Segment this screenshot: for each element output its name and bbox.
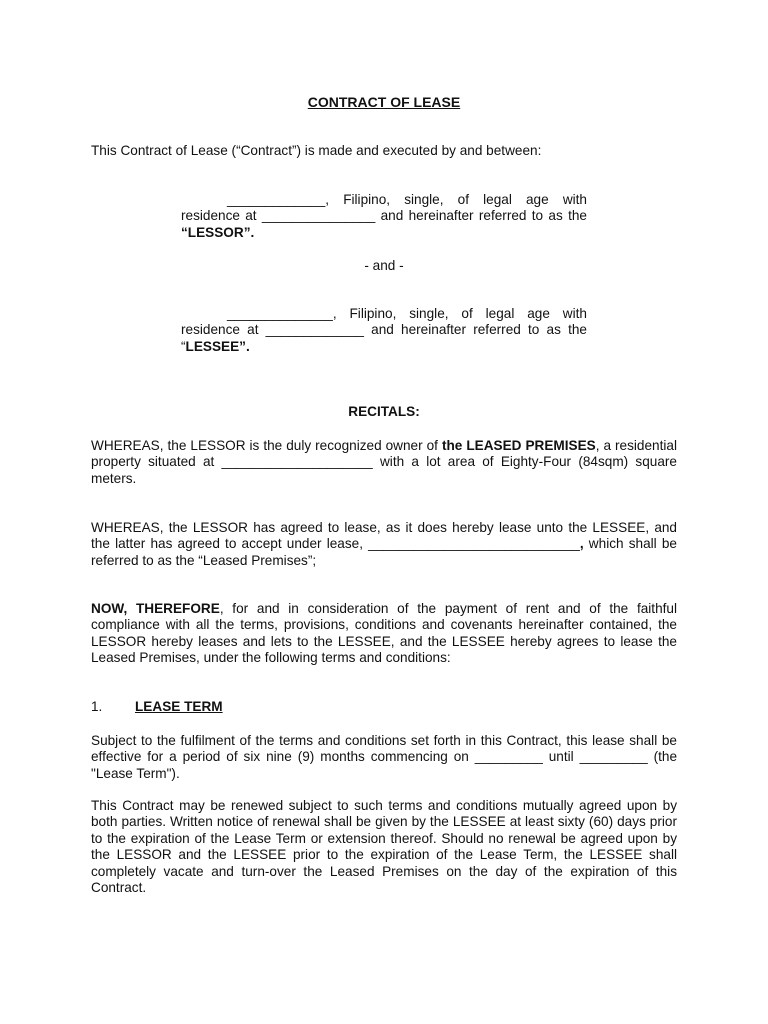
lessee-party-block	[181, 306, 587, 355]
lessee-label-bold: LESSEE”.	[185, 338, 250, 354]
intro-paragraph: This Contract of Lease (“Contract”) is made and executed by and between:	[91, 143, 542, 158]
lessor-line-1-text: _____________, Filipino, single, of legal age with	[227, 192, 587, 207]
whereas-paragraph-2	[91, 520, 677, 569]
whereas1-pre: WHEREAS, the LESSOR is the duly recognized owner of	[91, 438, 442, 453]
document-title: CONTRACT OF LEASE	[307, 94, 461, 110]
recitals-heading: RECITALS:	[348, 404, 420, 419]
lessee-label	[181, 339, 587, 355]
whereas-paragraph-1	[91, 438, 677, 487]
lessor-party-block	[181, 192, 587, 241]
now-therefore-bold: NOW, THEREFORE	[91, 601, 220, 616]
lessee-line-1-text: ______________, Filipino, single, of legal age with	[227, 306, 587, 321]
lessee-line-1	[181, 306, 587, 322]
whereas2-post: which shall be referred to as the “Leased Premises”;	[91, 536, 677, 568]
whereas1-bold: the LEASED PREMISES	[441, 438, 596, 453]
lessee-line-2: residence at _____________ and hereinafter referred to as the	[181, 322, 587, 338]
lessor-line-2: residence at _______________ and hereinafter referred to as the	[181, 208, 587, 224]
now-therefore-paragraph	[91, 601, 677, 667]
whereas1-post: , a residential property situated at ____________________ with a lot area of Eighty-Four (84sqm) square meters.	[91, 438, 677, 486]
lessee-label-quote: “	[181, 338, 186, 354]
lessor-line-1	[181, 192, 587, 208]
now-therefore-text: , for and in consideration of the payment of rent and of the faithful compliance with all the terms, provisions, conditions and covenants hereinafter contained, the LESSOR hereby leases and lets to the LESSEE, and the LESSEE hereby agrees to lease the Leased Premises, under the following terms and conditions:	[91, 601, 678, 666]
section-1-number: 1.	[91, 699, 103, 714]
lease-term-paragraph-2: This Contract may be renewed subject to such terms and conditions mutually agreed upon by both parties. Written notice of renewal shall be given by the LESSEE at least sixty (60) days prior to the expiration of the Lease Term or extension thereof. Should no renewal be agreed upon by the LESSOR and the LESSEE prior to the expiration of the Lease Term, the LESSEE shall completely vacate and turn-over the Leased Premises on the day of the expiration of this Contract.	[91, 798, 677, 896]
lessor-label: “LESSOR”.	[181, 224, 255, 240]
lease-term-paragraph-1: Subject to the fulfilment of the terms and conditions set forth in this Contract, this lease shall be effective for a period of six nine (9) months commencing on _________ until _________ (the "Lease Term").	[91, 733, 677, 781]
whereas2-bold: ,	[579, 536, 584, 552]
and-separator: - and -	[364, 258, 404, 273]
section-1-title: LEASE TERM	[135, 699, 223, 714]
section-1-heading	[91, 699, 677, 715]
whereas2-pre: WHEREAS, the LESSOR has agreed to lease, as it does hereby lease unto the LESSEE, and the latter has agreed to accept under lease, ____________________________	[91, 520, 677, 552]
